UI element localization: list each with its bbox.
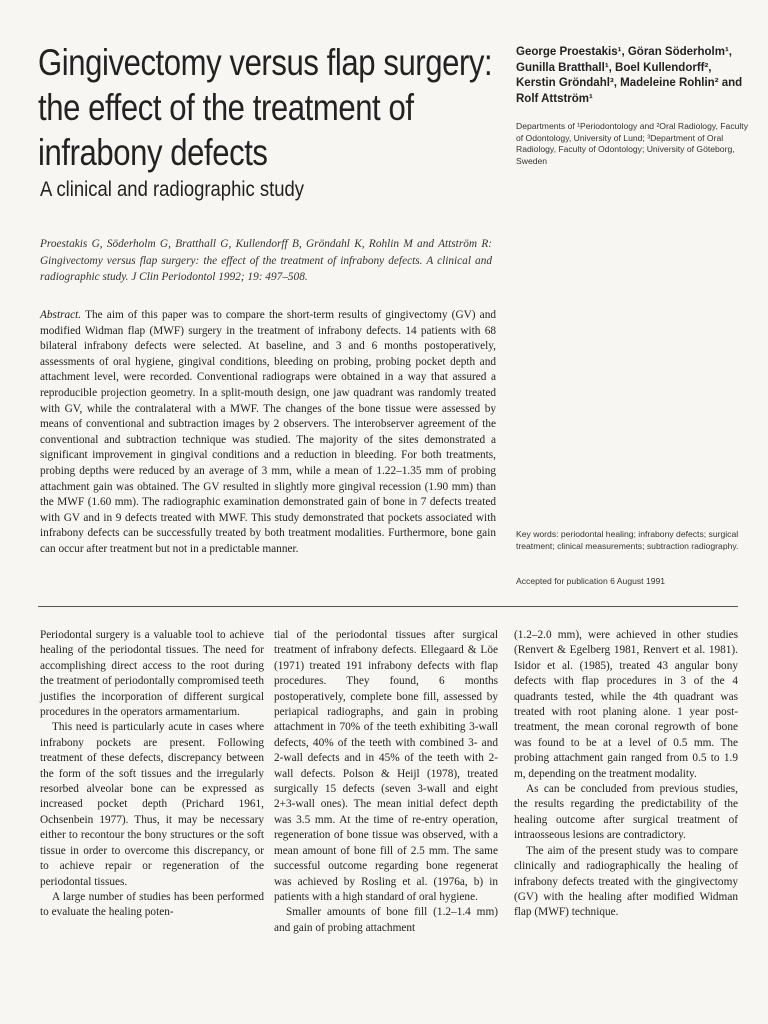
title-line-2: the effect of the treatment of (38, 87, 414, 128)
paragraph: (1.2–2.0 mm), were achieved in other studies (Renvert & Egelberg 1981, Renvert et al. 1981). Isidor et al. (1985), treated 43 angular bony defects with flap procedures in 3 of the 4 quadrants tested, while the 4th quadrant was treated with root planing alone. 1 year post-treatment, the mean coronal regrowth of bone was found to be at a level of 0.5 mm. The probing attachment gain ranged from 0.5 to 1.9 m, depending on the treatment modality. (514, 629, 738, 780)
title-line-3: infrabony defects (38, 132, 268, 173)
body-column-1 (40, 628, 264, 921)
paragraph: Periodontal surgery is a valuable tool to achieve healing of the periodontal tissues. The need for accomplishing direct access to the root during the treatment of periodontally compromised teeth justifies the incorporation of different surgical procedures in the operators armamentarium. (40, 629, 264, 719)
section-divider (38, 606, 738, 607)
author-affiliations: Departments of ¹Periodontology and ²Oral Radiology, Faculty of Odontology, University of Lund; ³Department of Oral Radiology, Faculty of Odontology; University of Göteborg, Sweden (516, 121, 748, 166)
title-line-1: Gingivectomy versus flap surgery: (38, 42, 493, 83)
paper-subtitle: A clinical and radiographic study (40, 178, 305, 201)
abstract (40, 308, 496, 558)
abstract-label: Abstract. (40, 309, 82, 321)
citation: Proestakis G, Söderholm G, Bratthall G, Kullendorff B, Gröndahl K, Rohlin M and Attström R: Gingivectomy versus flap surgery: the effect of the treatment of infrabony defects. A clinical and radiographic study. J Clin Periodontol 1992; 19: 497–508. (40, 238, 492, 283)
paragraph: The aim of the present study was to compare clinically and radiographically the healing of infrabony defects treated with the gingivectomy (GV) with the healing after modified Widman flap (MWF) technique. (514, 844, 738, 919)
paragraph: A large number of studies has been performed to evaluate the healing poten- (40, 890, 264, 919)
author-list: George Proestakis¹, Göran Söderholm¹, Gunilla Bratthall¹, Boel Kullendorff², Kerstin Gröndahl³, Madeleine Rohlin² and Rolf Attström¹ (516, 46, 743, 105)
paragraph: tial of the periodontal tissues after surgical treatment of infrabony defects. Ellegaard & Löe (1971) treated 191 infrabony defects with flap procedures. They found, 6 months postoperatively, complete bone fill, assessed by periapical radiographs, and gain in probing attachment in 70% of the teeth exhibiting 3-wall defects, 40% of the teeth with combined 3- and 2-wall defects and in 45% of the teeth with 2-wall defects. Polson & Heijl (1978), treated surgically 15 defects (seven 3-wall and eight 2+3-wall ones). The mean initial defect depth was 3.5 mm. At the time of re-entry operation, regeneration of bone tissue was observed, with a mean amount of bone fill of 2.5 mm. The same successful outcome regarding bone regenerat was achieved by Rosling et al. (1976a, b) in patients with a high standard of oral hygiene. (274, 629, 498, 903)
abstract-text: The aim of this paper was to compare the short-term results of gingivectomy (GV) and modified Widman flap (MWF) surgery in the treatment of infrabony defects. 14 patients with 68 bilateral infrabony defects were selected. At baseline, and 3 and 6 months postoperatively, assessments of oral hygiene, gingival conditions, bleeding on probing, probing pocket depth and attachment level, were recorded. Conventional radiograps were obtained in a way that assured a reproducible projection geometry. In a split-mouth design, one jaw quadrant was randomly treated with GV, while the contralateral with a MWF. The changes of the bone tissue were assessed by means of conventional and subtraction images by 2 observers. The interobserver agreement of the conventional and subtraction technique was studied. The majority of the sites demonstrated a significant improvement in gingival conditions and a reduction in bleeding. For both treatments, probing depths were reduced by an average of 3 mm, while a mean of 1.22–1.35 mm of probing attachment gain was obtained. The GV resulted in slightly more gingival recession (1.90 mm) than the MWF (1.60 mm). The radiographic examination demonstrated gain of bone in 7 defects treated with GV and in 9 defects treated with MWF. This study demonstrated that pockets associated with infrabony defects can be successfully treated by both treatment modalities. Furthermore, bone gain can occur after treatment but not in a predictable manner. (40, 309, 496, 555)
body-column-2 (274, 628, 498, 936)
paragraph: This need is particularly acute in cases where infrabony pockets are present. Following treatment of these defects, discrepancy between the form of the soft tissues and the irregularly resorbed alveolar bone can be expressed as increased pocket depth (Prichard 1961, Ochsenbein 1977). Thus, it may be necessary either to recontour the bony structures or the soft tissue in order to overcome this discrepancy, or to achieve repair or regeneration of the periodontal tissues. (40, 721, 264, 888)
paragraph: Smaller amounts of bone fill (1.2–1.4 mm) and gain of probing attachment (274, 906, 498, 934)
body-column-3 (514, 628, 738, 921)
paragraph: As can be concluded from previous studies, the results regarding the predictability of the healing outcome after surgical treatment of intraosseous lesions are contradictory. (514, 783, 738, 842)
accepted-date: Accepted for publication 6 August 1991 (516, 576, 666, 586)
paper-title (38, 40, 493, 175)
keywords: Key words: periodontal healing; infrabony defects; surgical treatment; clinical measurements; subtraction radiography. (516, 529, 739, 551)
